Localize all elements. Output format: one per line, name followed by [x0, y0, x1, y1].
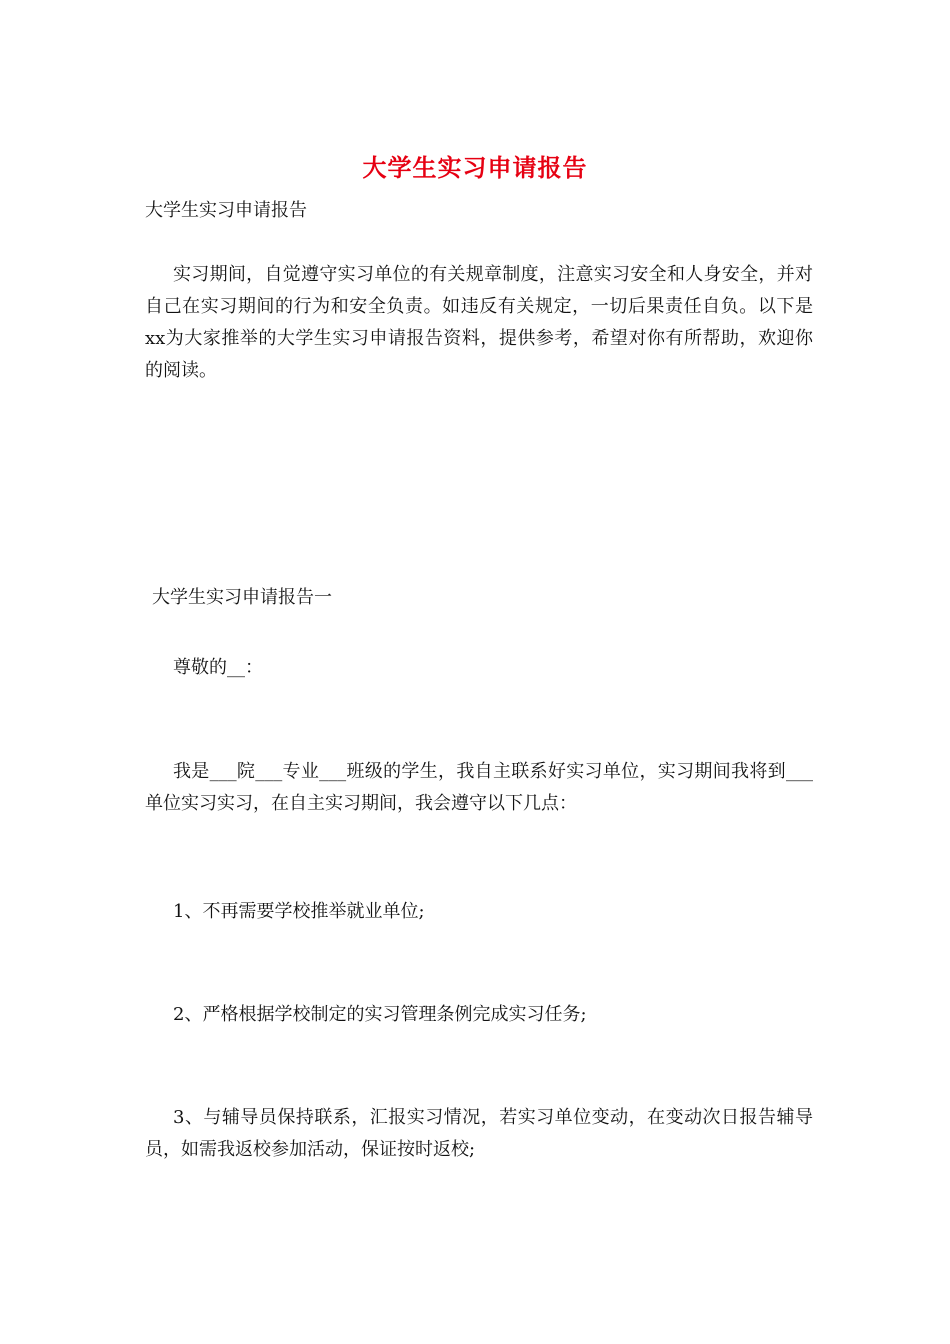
salutation: 尊敬的__： — [173, 657, 263, 678]
body-paragraph: 我是___院___专业___班级的学生，我自主联系好实习单位，实习期间我将到___单位实习实习，在自主实习期间，我会遵守以下几点： — [145, 761, 813, 814]
list-item: 1、不再需要学校推举就业单位; — [173, 901, 425, 922]
document-subtitle: 大学生实习申请报告 — [145, 200, 307, 221]
list-item: 2、严格根据学校制定的实习管理条例完成实习任务; — [173, 1004, 587, 1025]
document-title: 大学生实习申请报告 — [362, 153, 588, 182]
section-heading: 大学生实习申请报告一 — [152, 587, 332, 608]
intro-paragraph: 实习期间，自觉遵守实习单位的有关规章制度，注意实习安全和人身安全，并对自己在实习期间的行为和安全负责。如违反有关规定，一切后果责任自负。以下是xx为大家推举的大学生实习申请报告资料，提供参考，希望对你有所帮助，欢迎你的阅读。 — [145, 264, 813, 381]
list-item: 3、与辅导员保持联系，汇报实习情况，若实习单位变动，在变动次日报告辅导员，如需我返校参加活动，保证按时返校; — [145, 1107, 813, 1160]
